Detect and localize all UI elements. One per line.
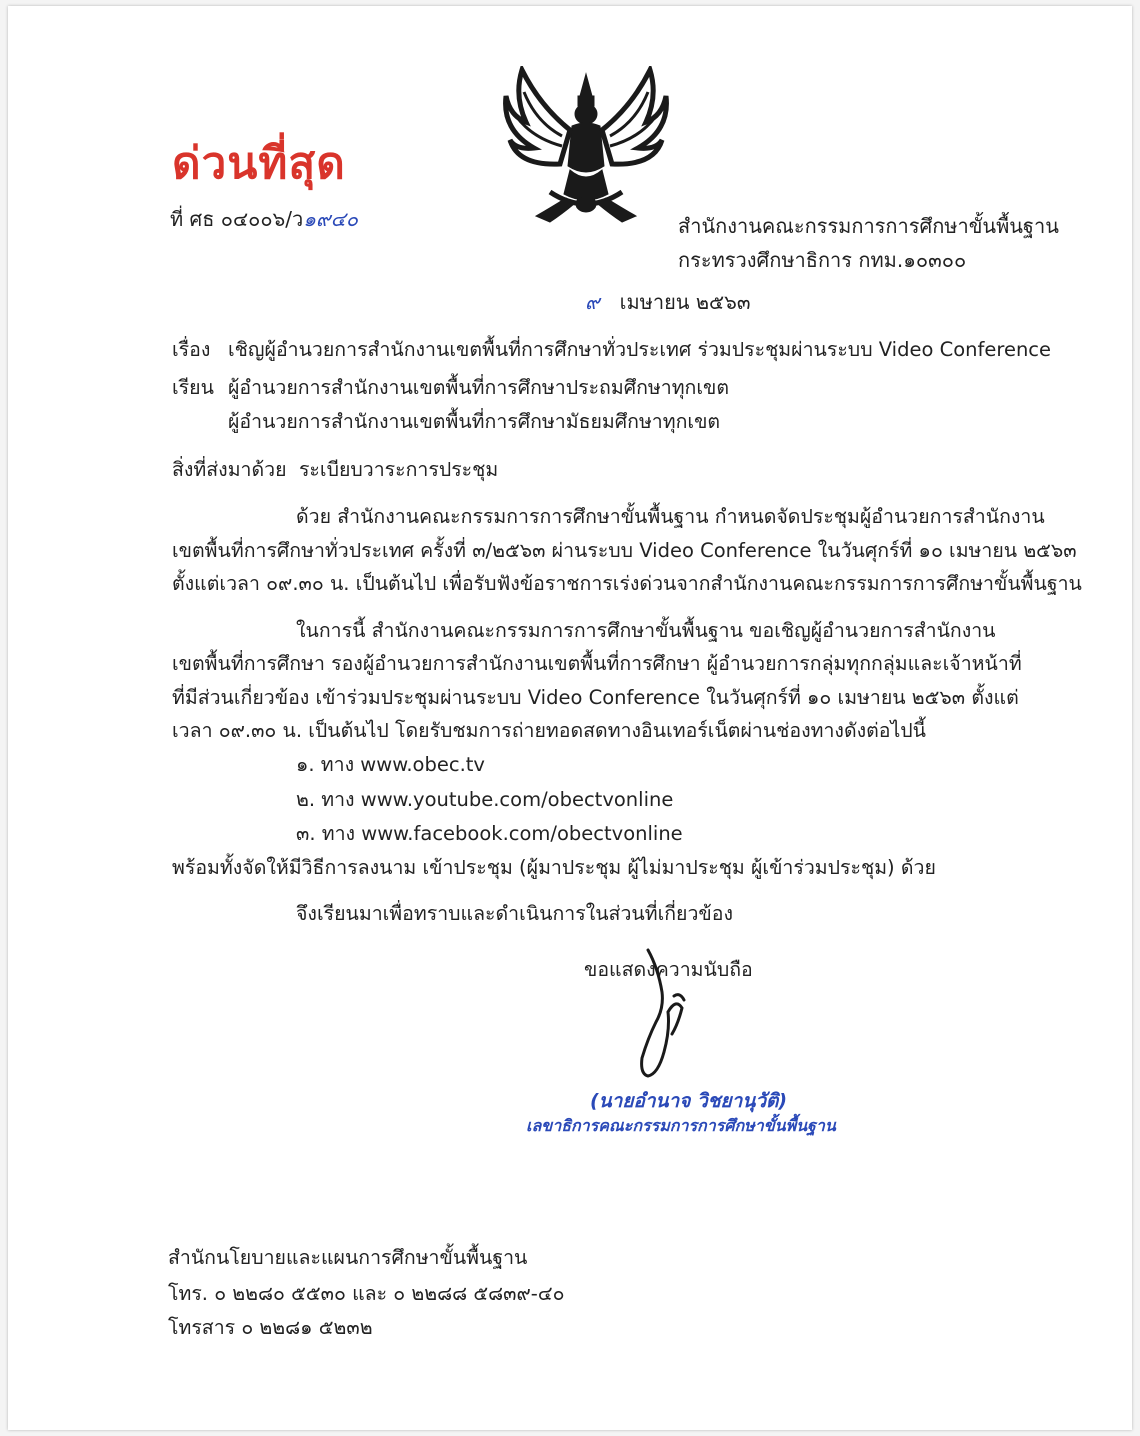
closing-request: จึงเรียนมาเพื่อทราบและดำเนินการในส่วนที่เกี่ยวข้อง [296,902,733,925]
signature-icon [618,948,708,1088]
recipient-line-1 [172,372,729,403]
issuer-office: สำนักงานคณะกรรมการการศึกษาขั้นพื้นฐาน [678,214,1059,238]
document-date [585,286,751,318]
document-number [170,203,358,235]
urgency-stamp: ด่วนที่สุด [172,138,346,189]
footer-phone: โทร. ๐ ๒๒๘๐ ๕๕๓๐ และ ๐ ๒๒๘๘ ๕๘๓๙-๔๐ [168,1282,565,1305]
subject-label: เรื่อง [172,338,211,361]
issuer-address: กระทรวงศึกษาธิการ กทม.๑๐๓๐๐ [678,248,967,272]
signatory-name: (นายอำนาจ วิชยานุวัติ) [590,1090,788,1112]
channel-item: ๓. ทาง www.facebook.com/obectvonline [296,822,683,845]
paragraph1-line-2: เขตพื้นที่การศึกษาทั่วประเทศ ครั้งที่ ๓/๒๕๖๓ ผ่านระบบ Video Conference ในวันศุกร์ที่ ๑๐ เมษายน ๒๕๖๓ [172,539,1077,562]
channel-item: ๑. ทาง www.obec.tv [296,753,485,776]
paragraph2-line-3: ที่มีส่วนเกี่ยวข้อง เข้าร่วมประชุมผ่านระบบ Video Conference ในวันศุกร์ที่ ๑๐ เมษายน ๒๕๖๓ ตั้งแต่ [172,686,1019,709]
closing-salutation: ขอแสดงความนับถือ [584,958,753,981]
paragraph2-line-4: เวลา ๐๙.๓๐ น. เป็นต้นไป โดยรับชมการถ่ายทอดสดทางอินเทอร์เน็ตผ่านช่องทางดังต่อไปนี้ [172,719,927,742]
recipient-text-1: ผู้อำนวยการสำนักงานเขตพื้นที่การศึกษาประถมศึกษาทุกเขต [228,376,730,399]
signatory-position: เลขาธิการคณะกรรมการการศึกษาขั้นพื้นฐาน [526,1116,836,1135]
attendance-note: พร้อมทั้งจัดให้มีวิธีการลงนาม เข้าประชุม (ผู้มาประชุม ผู้ไม่มาประชุม ผู้เข้าร่วมประชุม) ด้วย [172,856,936,879]
paragraph2-line-2: เขตพื้นที่การศึกษา รองผู้อำนวยการสำนักงานเขตพื้นที่การศึกษา ผู้อำนวยการกลุ่มทุกกลุ่มและเจ้าหน้าที่ [172,652,1022,675]
footer-unit: สำนักนโยบายและแผนการศึกษาขั้นพื้นฐาน [168,1246,528,1269]
recipient-label: เรียน [172,376,214,399]
document-number-prefix: ที่ ศธ ๐๔๐๐๖/ว [170,207,304,231]
subject-line [172,334,1051,365]
recipient-text-2: ผู้อำนวยการสำนักงานเขตพื้นที่การศึกษามัธยมศึกษาทุกเขต [228,410,721,433]
document-number-handwritten: ๑๙๔๐ [303,207,358,231]
paragraph2-line-1: ในการนี้ สำนักงานคณะกรรมการการศึกษาขั้นพื้นฐาน ขอเชิญผู้อำนวยการสำนักงาน [296,619,996,642]
date-day-handwritten: ๙ [585,290,600,314]
garuda-emblem-icon [500,66,672,228]
subject-text: เชิญผู้อำนวยการสำนักงานเขตพื้นที่การศึกษาทั่วประเทศ ร่วมประชุมผ่านระบบ Video Conference [228,338,1052,361]
enclosure-text: ระเบียบวาระการประชุม [298,458,499,481]
paragraph1-line-3: ตั้งแต่เวลา ๐๙.๓๐ น. เป็นต้นไป เพื่อรับฟังข้อราชการเร่งด่วนจากสำนักงานคณะกรรมการการศึกษาขั้นพื้นฐาน [172,572,1082,595]
paragraph1-line-1: ด้วย สำนักงานคณะกรรมการการศึกษาขั้นพื้นฐาน กำหนดจัดประชุมผู้อำนวยการสำนักงาน [296,505,1045,528]
footer-fax: โทรสาร ๐ ๒๒๘๑ ๕๒๓๒ [168,1316,373,1339]
enclosure-line [172,454,498,485]
date-month-year: เมษายน ๒๕๖๓ [619,290,751,314]
enclosure-label: สิ่งที่ส่งมาด้วย [172,458,287,481]
channel-item: ๒. ทาง www.youtube.com/obectvonline [296,788,674,811]
